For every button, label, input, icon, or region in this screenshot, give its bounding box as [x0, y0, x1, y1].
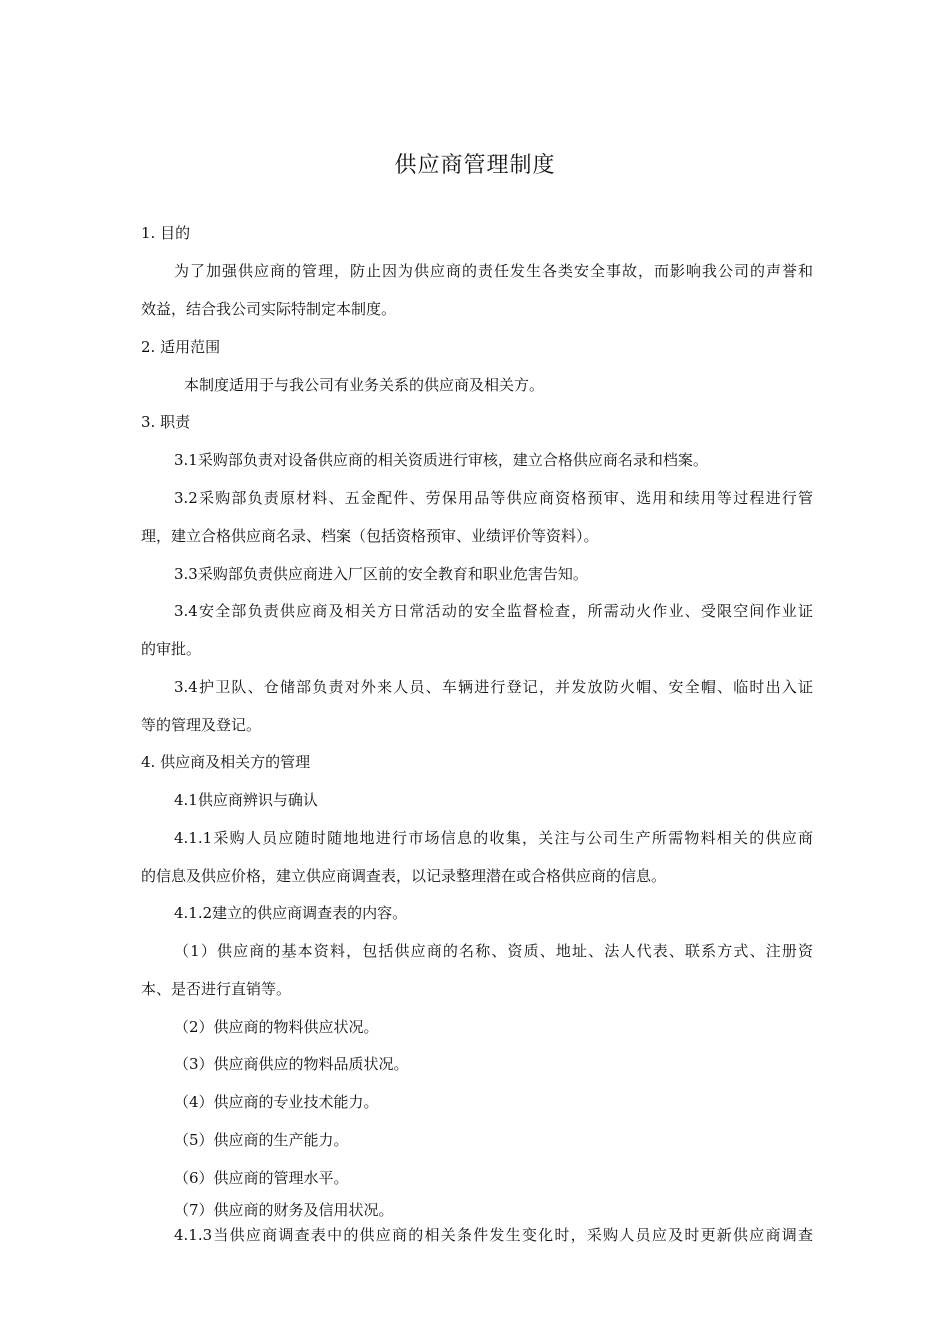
paragraph-line: 3.3采购部负责供应商进入厂区前的安全教育和职业危害告知。: [174, 565, 588, 583]
paragraph-line: 本、是否进行直销等。: [141, 980, 292, 998]
paragraph-line: 的信息及供应价格，建立供应商调查表，以记录整理潜在或合格供应商的信息。: [141, 867, 667, 885]
paragraph-line: 4.1.3当供应商调查表中的供应商的相关条件发生变化时，采购人员应及时更新供应商调查: [174, 1226, 813, 1244]
paragraph-line: 4.1.2建立的供应商调查表的内容。: [174, 904, 408, 922]
paragraph-line: 的审批。: [141, 640, 202, 658]
paragraph-line: 效益，结合我公司实际特制定本制度。: [141, 300, 397, 318]
paragraph-line: 3.1采购部负责对设备供应商的相关资质进行审核，建立合格供应商名录和档案。: [174, 451, 708, 469]
list-item: （4）供应商的专业技术能力。: [174, 1093, 379, 1111]
paragraph-line: 为了加强供应商的管理，防止因为供应商的责任发生各类安全事故，而影响我公司的声誉和: [174, 262, 813, 280]
section-heading-responsibilities: 3. 职责: [141, 413, 191, 431]
paragraph-line: 3.2采购部负责原材料、五金配件、劳保用品等供应商资格预审、选用和续用等过程进行管: [174, 489, 813, 507]
paragraph-line: 3.4护卫队、仓储部负责对外来人员、车辆进行登记，并发放防火帽、安全帽、临时出入证: [174, 678, 813, 696]
paragraph-line: 本制度适用于与我公司有业务关系的供应商及相关方。: [184, 376, 545, 394]
list-item: （2）供应商的物料供应状况。: [174, 1018, 379, 1036]
list-item: （5）供应商的生产能力。: [174, 1131, 349, 1149]
section-heading-purpose: 1. 目的: [141, 224, 191, 242]
paragraph-line: 4.1.1采购人员应随时随地地进行市场信息的收集，关注与公司生产所需物料相关的供应商: [174, 829, 813, 847]
document-title: 供应商管理制度: [394, 153, 556, 178]
list-item: （1）供应商的基本资料，包括供应商的名称、资质、地址、法人代表、联系方式、注册资: [174, 942, 813, 960]
paragraph-line: 等的管理及登记。: [141, 716, 262, 734]
list-item: （7）供应商的财务及信用状况。: [174, 1201, 394, 1219]
subsection-heading: 4.1供应商辨识与确认: [174, 791, 318, 809]
paragraph-line: 3.4安全部负责供应商及相关方日常活动的安全监督检查，所需动火作业、受限空间作业证: [174, 602, 813, 620]
section-heading-management: 4. 供应商及相关方的管理: [141, 753, 311, 771]
paragraph-line: 理，建立合格供应商名录、档案（包括资格预审、业绩评价等资料）。: [141, 527, 599, 545]
list-item: （6）供应商的管理水平。: [174, 1169, 349, 1187]
section-heading-scope: 2. 适用范围: [141, 338, 221, 356]
list-item: （3）供应商供应的物料品质状况。: [174, 1055, 409, 1073]
